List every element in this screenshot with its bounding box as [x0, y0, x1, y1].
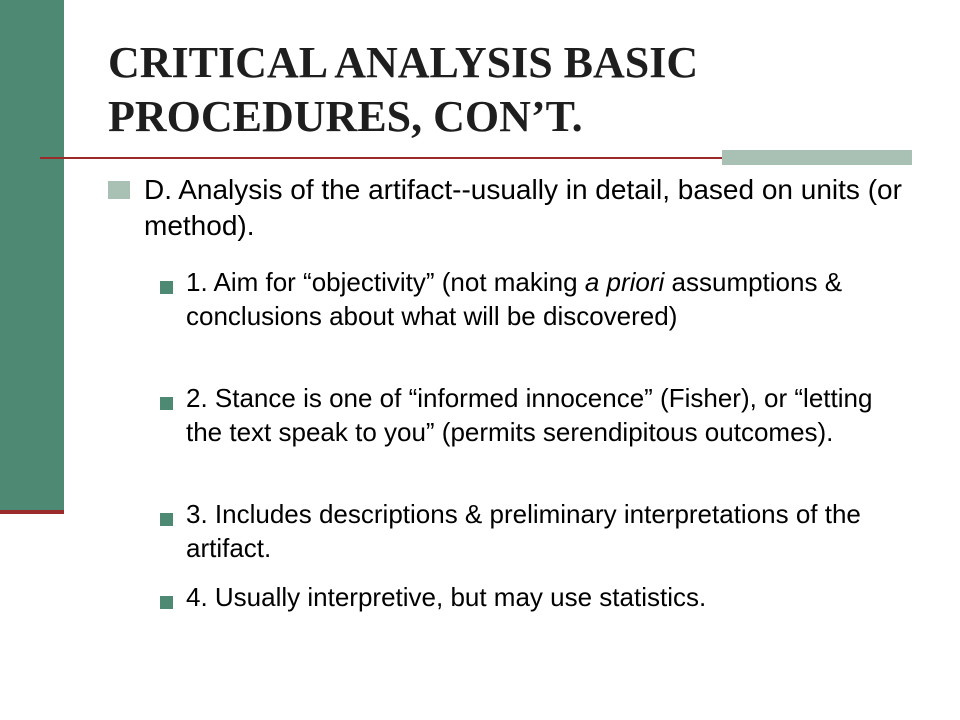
sub-bullet-icon	[160, 397, 173, 410]
sub-point-1-text-b: assumptions & conclusions about what will be discovered)	[186, 267, 843, 331]
sub-bullet-icon	[160, 281, 173, 294]
sub-point-1-text-a: 1. Aim for “objectivity” (not making	[186, 267, 585, 297]
sub-point-2: 2. Stance is one of “informed innocence” (Fisher), or “letting the text speak to you” (permits serendipitous outcomes).	[186, 383, 873, 447]
decorative-block	[722, 150, 912, 165]
left-accent-rule	[0, 510, 64, 514]
sub-bullet-icon	[160, 513, 173, 526]
sub-point-1-emphasis: a priori	[584, 267, 665, 297]
sub-bullet-icon	[160, 596, 173, 609]
bullet-square-icon	[108, 181, 130, 199]
sub-point-1	[186, 265, 906, 333]
sub-point-4: 4. Usually interpretive, but may use statistics.	[186, 582, 707, 612]
sub-point-3: 3. Includes descriptions & preliminary interpretations of the artifact.	[186, 499, 861, 563]
left-accent-bar	[0, 0, 64, 512]
slide-title: CRITICAL ANALYSIS BASIC PROCEDURES, CON’T.	[108, 38, 699, 141]
main-point: D. Analysis of the artifact--usually in detail, based on units (or method).	[144, 174, 902, 241]
